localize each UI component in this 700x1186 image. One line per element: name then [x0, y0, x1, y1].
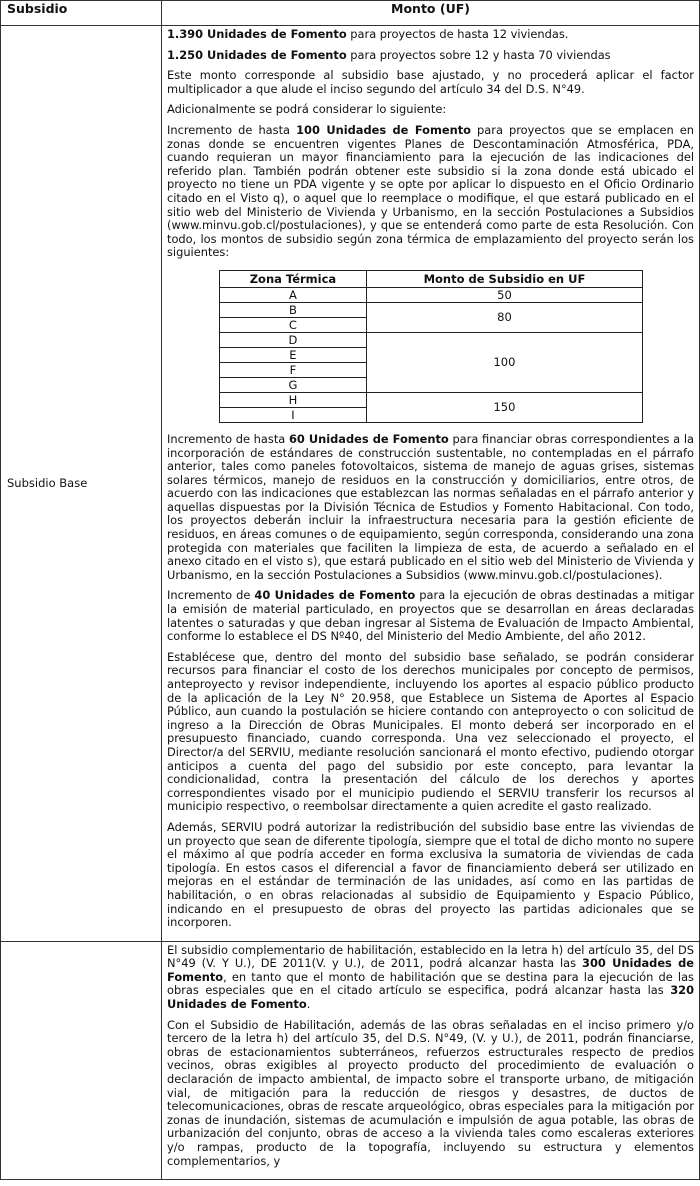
table-row-habilitacion — [1, 941, 700, 1180]
zona-cell: C — [219, 317, 367, 332]
paragraph — [167, 433, 694, 583]
monto-cell — [162, 26, 700, 942]
paragraphs-before — [167, 28, 694, 260]
zona-row — [219, 332, 642, 347]
zona-cell: H — [219, 392, 367, 407]
text-run: para proyectos que se emplacen en zonas donde se encuentren vigentes Planes de Descontaminación Atmosférica, PDA, cuando requieran un mayor financiamiento para la ejecución de las indicaciones del referido plan. También podrán obtener este subsidio si la zona donde está ubicado el proyecto no tiene un PDA vigente y se opte por aplicar lo dispuesto en el Oficio Ordinario citado en el Visto q), o aquel que lo reemplace o modifique, el que estará publicado en el sitio web del Ministerio de Vivienda y Urbanismo, en la sección Postulaciones a Subsidios (www.minvu.gob.cl/postulaciones), y que se entenderá como parte de esta Resolución. Con todo, los montos de subsidio según zona térmica de emplazamiento del proyecto serán los siguientes: — [167, 122, 694, 260]
paragraph — [167, 124, 694, 260]
header-monto: Monto (UF) — [162, 1, 700, 26]
paragraph — [167, 103, 694, 117]
zona-header: Zona Térmica — [219, 270, 367, 287]
text-run: , en tanto que el monto de habilitación que se destina para la ejecución de las obras especiales que en el citado artículo se especifica, podrá alcanzar hasta las — [167, 969, 694, 998]
text-run: para la ejecución de obras destinadas a mitigar la emisión de material particulado, en proyectos que se desarrollan en áreas declaradas latentes o saturadas y que deban ingresar al Sistema de Evaluación de Impacto Ambiental, conforme lo establece el DS Nº40, del Ministerio del Medio Ambiente, del año 2012. — [167, 588, 694, 644]
bold-amount: 1.390 Unidades de Fomento — [167, 27, 347, 41]
zona-row — [219, 287, 642, 302]
text-run: Incremento de — [167, 588, 255, 603]
paragraph — [167, 589, 694, 643]
paragraph — [167, 651, 694, 814]
header-subsidio: Subsidio — [1, 1, 162, 26]
text-run: Incremento de hasta — [167, 431, 289, 446]
bold-amount: 320 Unidades de Fomento — [167, 983, 694, 1012]
monto-value-cell: 50 — [367, 287, 642, 302]
text-run: El subsidio complementario de habilitación, establecido en la letra h) del artículo 35, del DS N°49 (V. Y U.), DE 2011(V. y U.), de 2011, podrá alcanzar hasta las — [167, 942, 694, 971]
paragraph — [167, 28, 694, 42]
text-run: Este monto corresponde al subsidio base ajustado, y no procederá aplicar el factor multiplicador a que alude el inciso segundo del artículo 34 del D.S. N°49. — [167, 68, 694, 96]
bold-amount: 40 Unidades de Fomento — [254, 588, 416, 603]
zona-cell: B — [219, 302, 367, 317]
monto-value-cell: 100 — [367, 332, 642, 392]
monto-value-cell: 150 — [367, 392, 642, 422]
bold-amount: 100 Unidades de Fomento — [296, 122, 471, 137]
text-run: para proyectos sobre 12 y hasta 70 viviendas — [346, 47, 611, 62]
zona-cell: A — [219, 287, 367, 302]
table-header-row — [1, 1, 700, 26]
zona-cell: D — [219, 332, 367, 347]
monto-cell — [162, 941, 700, 1180]
monto-value-cell: 80 — [367, 302, 642, 332]
text-run: Establécese que, dentro del monto del subsidio base señalado, se podrán considerar recursos para financiar el costo de los derechos municipales por concepto de permisos, anteproyecto y revisor independiente, incluyendo los aportes al espacio público producto de la aplicación de la Ley N° 20.958, que Establece un Sistema de Aportes al Espacio Público, aun cuando la postulación se hiciere contando con anteproyecto o con solicitud de ingreso a la Dirección de Obras Municipales. El monto deberá ser incorporado en el presupuesto financiado, cuando corresponda. Una vez seleccionado el proyecto, el Director/a del SERVIU, mediante resolución sancionará el monto efectivo, pudiendo otorgar anticipos a cuenta del pago del subsidio por este concepto, para levantar la condicionalidad, contra la presentación del cálculo de los derechos y aportes correspondientes visado por el municipio pudiendo el SERVIU transferir los recursos al municipio respectivo, o reembolsar directamente a quien acredite el gasto realizado. — [167, 649, 694, 814]
text-run: Adicionalmente se podrá considerar lo siguiente: — [167, 102, 447, 117]
zona-termica-table — [219, 270, 643, 423]
paragraphs-before — [167, 944, 694, 1169]
subsidio-label: Subsidio Base — [1, 26, 162, 942]
bold-amount: 60 Unidades de Fomento — [288, 431, 449, 446]
paragraphs-after — [167, 433, 694, 930]
zona-cell: F — [219, 362, 367, 377]
zona-cell: E — [219, 347, 367, 362]
text-run: . — [306, 997, 311, 1012]
text-run: para financiar obras correspondientes a la incorporación de estándares de construcción sustentable, no contempladas en el párrafo anterior, tales como paneles fotovoltaicos, sistema de manejo de aguas grises, sistemas solares térmicos, manejo de residuos en la construcción y domiciliarios, entre otros, de acuerdo con las indicaciones que establezcan las normas señaladas en el párrafo anterior y aquellas dispuestas por la División Técnica de Estudios y Fomento Habitacional. Con todo, los proyectos deberán incluir la infraestructura necesaria para la gestión eficiente de residuos, en áreas comunes o de equipamiento, según corresponda, considerando una zona protegida con materiales que faciliten la limpieza de esta, de acuerdo a señalado en el anexo citado en el visto s), que estará publicado en el sitio web del Ministerio de Vivienda y Urbanismo, en la sección Postulaciones a Subsidios (www.minvu.gob.cl/postulaciones). — [167, 431, 694, 582]
text-run: Con el Subsidio de Habilitación, además de las obras señaladas en el inciso primero y/o tercero de la letra h) del artículo 35, del D.S. N°49, (V. y U.), de 2011, podrán financiarse, obras de estacionamientos subterráneos, refuerzos estructurales respecto de predios vecinos, obras exigibles al proyecto producto del procedimiento de evaluación o declaración de impacto ambiental, de impacto sobre el transporte urbano, de mitigación vial, de mitigación para la reducción de riesgos y desastres, de ductos de telecomunicaciones, obras de rescate arqueológico, obras especiales para la mitigación por zonas de inundación, sistemas de acumulación e impulsión de agua potable, las obras de urbanización del conjunto, obras de acceso a la vivienda tales como escaleras exteriores y/o rampas, producto de la topografía, incluyendo su estructura y elementos complementarios, y — [167, 1017, 694, 1168]
text-run: para proyectos de hasta 12 viviendas. — [346, 27, 569, 41]
paragraph — [167, 1019, 694, 1169]
zona-row — [219, 392, 642, 407]
subsidio-label — [1, 941, 162, 1180]
text-run: Incremento de hasta — [167, 122, 297, 137]
monto-header: Monto de Subsidio en UF — [367, 270, 642, 287]
bold-amount: 1.250 Unidades de Fomento — [167, 47, 347, 62]
paragraph — [167, 944, 694, 1012]
table-row-subsidio-base — [1, 26, 700, 942]
paragraph — [167, 69, 694, 96]
text-run: Además, SERVIU podrá autorizar la redistribución del subsidio base entre las viviendas de un proyecto que sean de diferente tipología, siempre que el total de dicho monto no supere el máximo al que podría acceder en forma exclusiva la sumatoria de viviendas de cada tipología. En estos casos el diferencial a favor de financiamiento deberá ser utilizado en mejoras en el estándar de terminación de las unidades, así como en las partidas de habilitación, o en obras relacionadas al subsidio de Equipamiento y Espacio Público, indicando en el presupuesto de obras del proyecto las partidas adicionales que se incorporen. — [167, 819, 694, 930]
zona-cell: G — [219, 377, 367, 392]
bold-amount: 300 Unidades de Fomento — [167, 956, 694, 984]
zona-cell: I — [219, 407, 367, 422]
paragraph — [167, 821, 694, 930]
paragraph — [167, 49, 694, 63]
zona-row — [219, 302, 642, 317]
